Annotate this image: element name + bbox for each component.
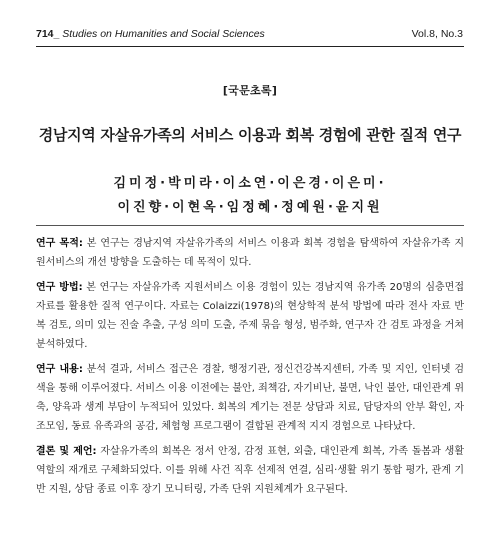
page-number: 714_ [36, 28, 60, 40]
purpose-text: 본 연구는 경남지역 자살유가족의 서비스 이용과 회복 경험을 탐색하여 자살유가족 지원서비스의 개선 방향을 도출하는 데 목적이 있다. [36, 238, 464, 268]
journal-name: Studies on Humanities and Social Sciences [62, 28, 265, 40]
volume-issue: Vol.8, No.3 [411, 28, 463, 40]
abstract-method [36, 278, 464, 354]
purpose-heading: 연구 목적: [36, 238, 83, 249]
conclusion-heading: 결론 및 제언: [36, 446, 97, 457]
content-text: 분석 결과, 서비스 접근은 경찰, 행정기관, 정신건강복지센터, 가족 및 지인, 인터넷 검색을 통해 이루어졌다. 서비스 이용 이전에는 불안, 죄책감, 자기비난, 불면, 낙인 불안, 대인관계 위축, 양육과 생계 부담이 누적되어 있었다. 회복의 계기는 전문 상담과 치료, 담당자의 안부 확인, 자조모임, 동료 유족과의 공감, 체험형 프로그램이 결합된 관계적 지지 경험으로 나타났다. [36, 364, 464, 432]
paper-title: 경남지역 자살유가족의 서비스 이용과 회복 경험에 관한 질적 연구 [38, 126, 462, 144]
authors-line-2: 이진향·이현옥·임정혜·정예원·윤지원 [117, 200, 383, 215]
header-rule [36, 46, 464, 47]
method-heading: 연구 방법: [36, 282, 83, 293]
abstract-content [36, 360, 464, 436]
abstract-purpose [36, 234, 464, 272]
authors-line-1: 김미정·박미라·이소연·이은경·이은미· [113, 176, 387, 191]
abstract-body [36, 234, 464, 505]
abstract-conclusion [36, 442, 464, 499]
abstract-rule [36, 225, 464, 226]
method-text: 본 연구는 자살유가족 지원서비스 이용 경험이 있는 경남지역 유가족 20명의 심층면접 자료를 활용한 질적 연구이다. 자료는 Colaizzi(1978)의 현상학적 분석 방법에 따라 전사 자료 반복 검토, 의미 있는 진술 추출, 구성 의미 도출, 주제 묶음 형성, 범주화, 연구자 간 검토 과정을 거쳐 분석하였다. [36, 282, 464, 350]
content-heading: 연구 내용: [36, 364, 83, 375]
section-label: [국문초록] [222, 84, 278, 97]
conclusion-text: 자살유가족의 회복은 정서 안정, 감정 표현, 외출, 대인관계 회복, 가족 돌봄과 생활 역할의 재개로 구체화되었다. 이를 위해 사건 직후 선제적 연결, 심리·생활 위기 통합 평가, 관계 기반 지원, 상담 종료 이후 장기 모니터링, 가족 단위 지원체계가 요구된다. [36, 446, 464, 495]
running-header [36, 26, 463, 42]
running-header-left [36, 26, 265, 42]
